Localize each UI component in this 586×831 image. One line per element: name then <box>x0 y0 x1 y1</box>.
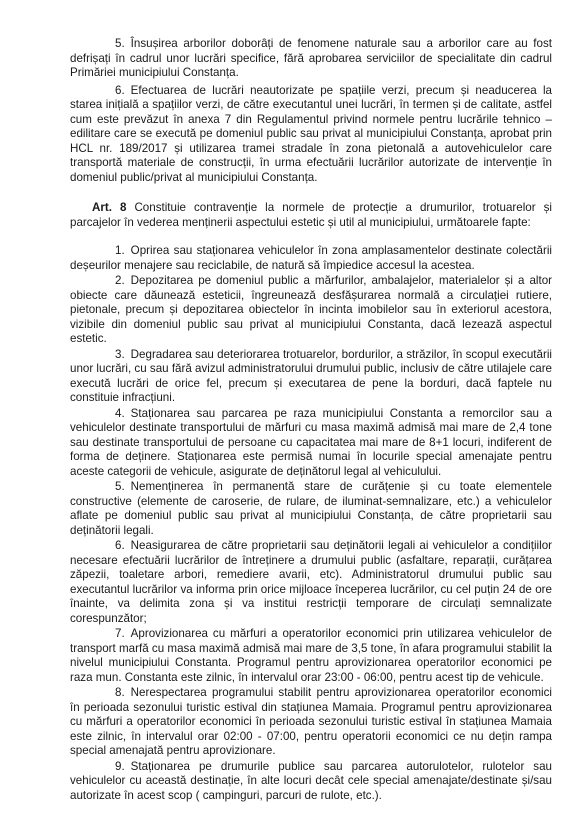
item-text: Neasigurarea de către proprietarii sau deținătorii legali ai vehiculelor a condițiilor necesare efectuării lucrărilor de întreținere a drumului public (asfaltare, reparații, curățarea zăpezii, toaletare arbori, remediere avarii, etc). Administratorul drumului public sau executantul lucrărilor va informa prin orice mijloace începerea lucrărilor, cu cel puțin 24 de ore înainte, va delimita zona și va institui restricții temporare de circulați semnalizate corespunzător; <box>70 539 552 625</box>
list-item-3 <box>70 348 552 406</box>
item-text: Oprirea sau staționarea vehiculelor în zona amplasamentelor destinate colectării deșeurilor menajere sau reciclabile, de natură să împiedice accesul la acestea. <box>70 244 552 272</box>
item-number: 6. <box>115 83 125 97</box>
list-item-prev-6 <box>70 84 552 186</box>
item-text: Aprovizionarea cu mărfuri a operatorilor economici prin utilizarea vehiculelor de transport marfă cu masa maximă admisă mai mare de 3,5 tone, în afara programului stabilit la nivelul municipiului Constanta. Programul pentru aprovizionarea operatorilor economici pe raza mun. Constanta este zilnic, în intervalul orar 23:00 - 06:00, pentru acest tip de vehicule. <box>70 627 552 684</box>
article-label: Art. 8 <box>92 201 127 214</box>
item-number: 8. <box>115 686 125 699</box>
list-item-6 <box>70 539 552 626</box>
list-item-8 <box>70 686 552 759</box>
list-item-9 <box>70 760 552 804</box>
item-text: Staționarea pe drumurile publice sau parcarea autorulotelor, rulotelor sau vehiculelor cu această destinație, în alte locuri decât cele special amenajate/destinate și/sau autorizate în acest scop ( campinguri, parcuri de rulote, etc.). <box>70 759 552 802</box>
list-item-2 <box>70 274 552 347</box>
article-heading <box>70 201 552 230</box>
item-text: Nemenținerea în permanentă stare de curățenie și cu toate elementele constructive (elemente de caroserie, de rulare, de iluminat-semnalizare, etc.) a vehiculelor aflate pe domeniul public sau privat al municipiului Constanța, de către proprietarii sau deținătorii legali. <box>70 480 552 537</box>
item-number: 5. <box>115 37 125 50</box>
list-item-7 <box>70 627 552 685</box>
item-number: 9. <box>115 759 125 773</box>
item-text: Staționarea sau parcarea pe raza municipiului Constanta a remorcilor sau a vehiculelor destinate transportului de mărfuri cu masa maximă admisă mai mare de 2,4 tone sau destinate transportului de persoane cu capacitatea mai mare de 8+1 locuri, indiferent de forma de deținere. Staționarea este permisă numai în locurile special amenajate pentru aceste categorii de vehicule, asigurate de deținătorul legal al vehiculului. <box>70 406 552 478</box>
item-text: Efectuarea de lucrări neautorizate pe spațiile verzi, precum și neaducerea la starea inițială a spațiilor verzi, de către executantul unei lucrări, în termen și de calitate, astfel cum este prevăzut în anexa 7 din Regulamentul privind normele pentru lucrările tehnico – edilitare care se execută pe domeniul public sau privat al municipiului Constanța, aprobat prin HCL nr. 189/2017 și utilizarea tramei stradale în zona pietonală a autovehiculelor care transportă materiale de construcții, în urma efectuării lucrărilor autorizate de intervenție în domeniul public/privat al municipiului Constanța. <box>70 83 552 184</box>
item-number: 1. <box>115 244 125 257</box>
item-number: 3. <box>115 347 125 361</box>
item-text: Depozitarea pe domeniul public a mărfurilor, ambalajelor, materialelor și a altor obiecte care dăunează esteticii, îngreunează desfășurarea normală a circulației rutiere, pietonale, precum și depozitarea obiectelor în incinta imobilelor sau în exteriorul acestora, vizibile din domeniul public sau privat al municipiului Constanta, dacă lezează aspectul estetic. <box>70 274 552 345</box>
item-text: Nerespectarea programului stabilit pentru aprovizionarea operatorilor economici în perioada sezonului turistic estival din stațiunea Mamaia. Programul pentru aprovizionarea cu mărfuri a operatorilor economici în perioada sezonului turistic estival în stațiunea Mamaia este zilnic, în intervalul orar 02:00 - 07:00, pentru operatorii economici ce nu dețin rampa special amenajată pentru aprovizionare. <box>70 686 552 757</box>
list-item-5 <box>70 480 552 538</box>
item-number: 6. <box>115 539 125 552</box>
article-intro: Constituie contravenție la normele de protecție a drumurilor, trotuarelor și parcajelor în vederea menținerii aspectului estetic și util al municipiului, următoarele fapte: <box>70 201 552 229</box>
item-number: 7. <box>115 627 125 640</box>
list-item-prev-5 <box>70 37 552 81</box>
item-number: 5. <box>115 480 125 493</box>
item-text: Degradarea sau deteriorarea trotuarelor, bordurilor, a străzilor, în scopul executării unor lucrări, cu sau fără avizul administratorului drumului public, inclusiv de către utilajele care execută lucrări de orice fel, precum și executarea de pene la borduri, dacă faptele nu constituie infracțiuni. <box>70 347 553 404</box>
item-number: 2. <box>115 274 125 287</box>
item-text: Însușirea arborilor doborâți de fenomene naturale sau a arborilor care au fost defrișați în cadrul unor lucrări specifice, fără aprobarea serviciilor de specialitate din cadrul Primăriei municipiului Constanța. <box>70 37 552 79</box>
list-item-4 <box>70 407 552 480</box>
item-number: 4. <box>115 406 125 420</box>
list-item-1 <box>70 244 552 273</box>
